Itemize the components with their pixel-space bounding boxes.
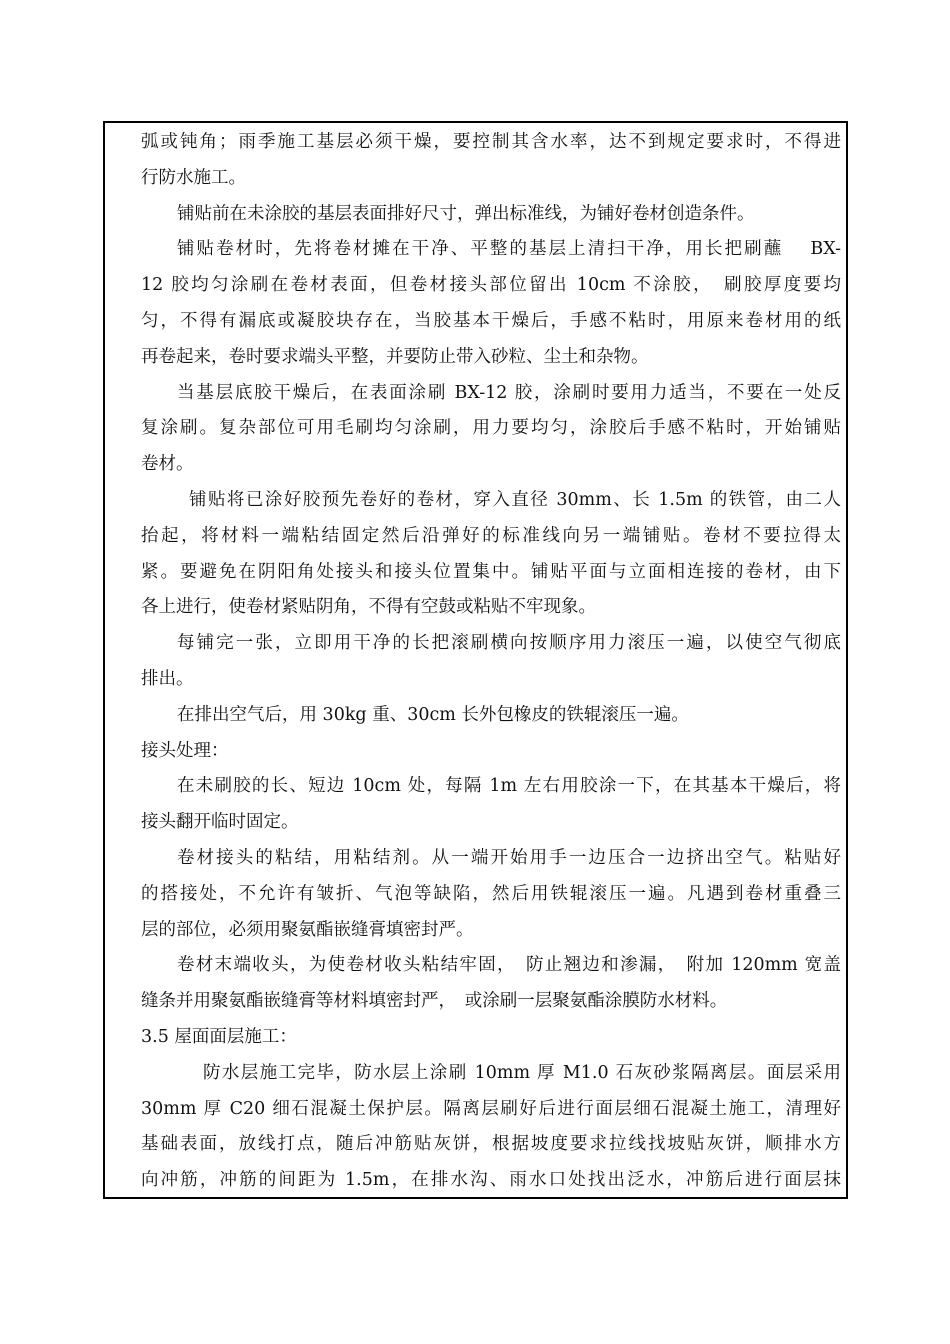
text-line: 铺贴卷材时，先将卷材摊在干净、平整的基层上清扫干净，用长把刷蘸 BX- bbox=[177, 239, 841, 260]
text-line: 卷材接头的粘结，用粘结剂。从一端开始用手一边压合一边挤出空气。粘贴好 bbox=[177, 847, 841, 868]
text-line: 30mm 厚 C20 细石混凝土保护层。隔离层刷好后进行面层细石混凝土施工，清理好 bbox=[141, 1098, 841, 1119]
text-line: 缝条并用聚氨酯嵌缝膏等材料填密封严， 或涂刷一层聚氨酯涂膜防水材料。 bbox=[141, 991, 728, 1012]
section-heading: 接头处理： bbox=[141, 740, 229, 761]
text-line: 每铺完一张，立即用干净的长把滚刷横向按顺序用力滚压一遍，以使空气彻底 bbox=[177, 633, 841, 654]
text-line: 12 胶均匀涂刷在卷材表面，但卷材接头部位留出 10cm 不涂胶， 刷胶厚度要均 bbox=[141, 275, 841, 296]
text-line: 卷材末端收头，为使卷材收头粘结牢固， 防止翘边和渗漏， 附加 120mm 宽盖 bbox=[177, 955, 841, 976]
text-line: 在未刷胶的长、短边 10cm 处，每隔 1m 左右用胶涂一下，在其基本干燥后，将 bbox=[177, 776, 841, 797]
text-line: 层的部位，必须用聚氨酯嵌缝膏填密封严。 bbox=[141, 919, 474, 940]
text-line: 当基层底胶干燥后，在表面涂刷 BX-12 胶，涂刷时要用力适当，不要在一处反 bbox=[177, 382, 841, 403]
text-line: 排出。 bbox=[141, 668, 194, 689]
text-line: 在排出空气后，用 30kg 重、30cm 长外包橡皮的铁辊滚压一遍。 bbox=[177, 704, 689, 725]
text-line: 向冲筋，冲筋的间距为 1.5m，在排水沟、雨水口处找出泛水，冲筋后进行面层抹 bbox=[141, 1170, 841, 1191]
text-line: 防水层施工完毕，防水层上涂刷 10mm 厚 M1.0 石灰砂浆隔离层。面层采用 bbox=[203, 1062, 841, 1083]
text-line: 复涂刷。复杂部位可用毛刷均匀涂刷，用力要均匀，涂胶后手感不粘时，开始铺贴 bbox=[141, 418, 841, 439]
text-line: 各上进行，使卷材紧贴阴角，不得有空鼓或粘贴不牢现象。 bbox=[141, 597, 596, 618]
text-line: 铺贴前在未涂胶的基层表面排好尺寸，弹出标准线，为铺好卷材创造条件。 bbox=[177, 203, 755, 224]
text-line: 卷材。 bbox=[141, 454, 194, 475]
document-body bbox=[141, 125, 841, 1199]
text-line: 再卷起来，卷时要求端头平整，并要防止带入砂粒、尘土和杂物。 bbox=[141, 346, 649, 367]
document-frame bbox=[103, 121, 848, 1199]
text-line: 行防水施工。 bbox=[141, 167, 246, 188]
section-heading: 3.5 屋面面层施工： bbox=[141, 1026, 297, 1047]
text-line: 铺贴将已涂好胶预先卷好的卷材，穿入直径 30mm、长 1.5m 的铁管，由二人 bbox=[189, 489, 841, 510]
text-line: 匀，不得有漏底或凝胶块存在，当胶基本干燥后，手感不粘时，用原来卷材用的纸 bbox=[141, 310, 841, 331]
text-line: 紧。要避免在阴阳角处接头和接头位置集中。铺贴平面与立面相连接的卷材，由下 bbox=[141, 561, 841, 582]
text-line: 抬起，将材料一端粘结固定然后沿弹好的标准线向另一端铺贴。卷材不要拉得太 bbox=[141, 525, 841, 546]
text-line: 接头翻开临时固定。 bbox=[141, 812, 299, 833]
text-line: 基础表面，放线打点，随后冲筋贴灰饼，根据坡度要求拉线找坡贴灰饼，顺排水方 bbox=[141, 1134, 841, 1155]
text-line: 的搭接处，不允许有皱折、气泡等缺陷，然后用铁辊滚压一遍。凡遇到卷材重叠三 bbox=[141, 883, 841, 904]
text-line: 弧或钝角；雨季施工基层必须干燥，要控制其含水率，达不到规定要求时，不得进 bbox=[141, 132, 841, 152]
